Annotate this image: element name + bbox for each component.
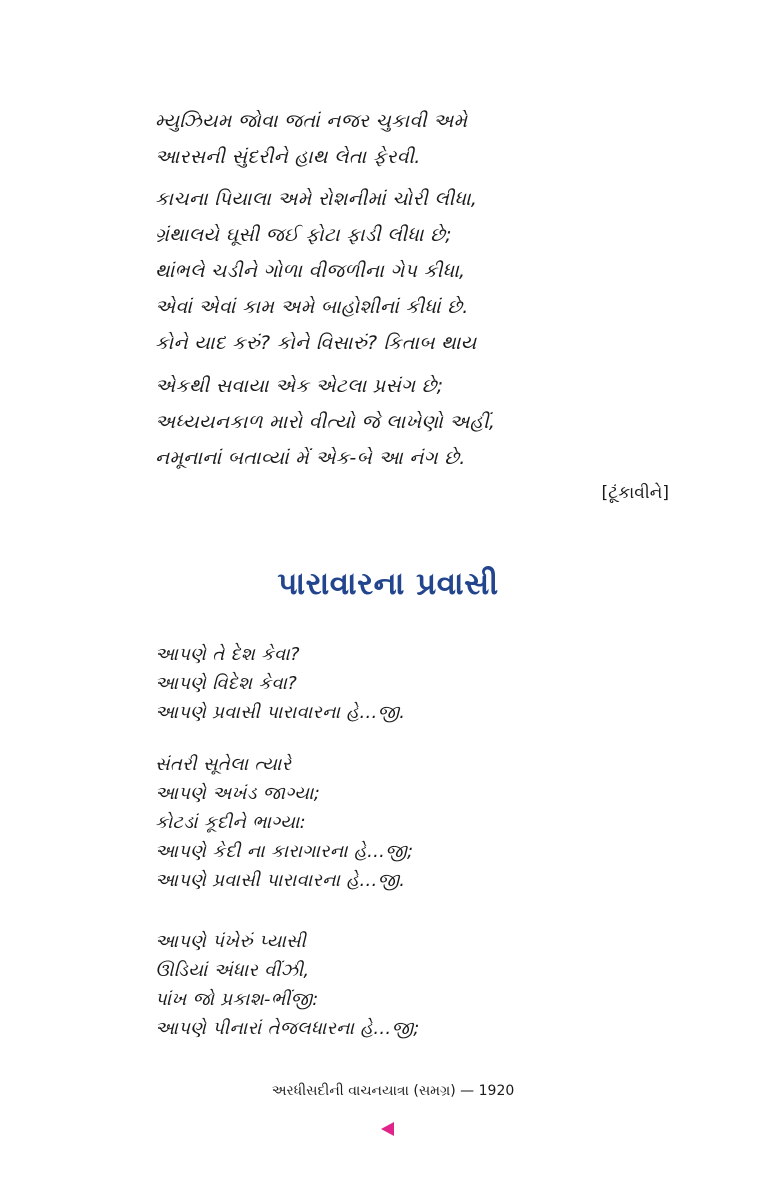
poem-line: આપણે પ્રવાસી પારાવારના હે…જી. [155, 702, 406, 723]
previous-page-arrow-icon[interactable] [381, 1122, 394, 1136]
poem-line: એવાં એવાં કામ અમે બાહોશીનાં કીધાં છે. [155, 296, 469, 318]
page-footer: અરધીસદીની વાચનયાત્રા (સમગ્ર) — 1920 [271, 1083, 515, 1099]
poem-line: આપણે પ્રવાસી પારાવારના હે…જી. [155, 870, 406, 891]
poem-line: ગ્રંથાલયે ઘૂસી જઈ ફોટા ફાડી લીધા છે; [155, 224, 452, 246]
poem-line: ઊડિયાં અંધાર વીંઝી, [155, 960, 310, 981]
poem-line: આપણે અખંડ જાગ્યા; [155, 783, 321, 804]
poem-one-stanza-3 [155, 325, 477, 361]
poem-line: પાંખ જો પ્રકાશ-ભીંજી: [155, 989, 319, 1010]
poem-two-stanza-3 [155, 927, 420, 1043]
poem-line: નમૂનાનાં બતાવ્યાં મેં એક-બે આ નંગ છે. [155, 447, 466, 469]
poem-line: કાચના પિયાલા અમે રોશનીમાં ચોરી લીધા, [155, 188, 478, 210]
poem-line: કોને યાદ કરું? કોને વિસારું? કિતાબ થાય [155, 332, 477, 354]
poem-line: થાંભલે ચડીને ગોળા વીજળીના ગેપ કીધા, [155, 260, 466, 282]
poem-two-title: પારાવારના પ્રવાસી [277, 566, 499, 602]
poem-line: અધ્યયનકાળ મારો વીત્યો જે લાખેણો અહીં, [155, 411, 496, 433]
poem-one-stanza-2 [155, 181, 477, 325]
poem-line: આપણે વિદેશ કેવા? [155, 673, 298, 694]
poem-line: મ્યુઝિયમ જોવા જતાં નજર ચુકાવી અમે [155, 110, 468, 132]
poem-two-stanza-2 [155, 750, 413, 895]
poem-line: સંતરી સૂતેલા ત્યારે [155, 754, 292, 775]
poem-line: આરસની સુંદરીને હાથ લેતા ફેરવી. [155, 146, 421, 168]
poem-line: એકથી સવાયા એક એટલા પ્રસંગ છે; [155, 375, 444, 397]
poem-one-stanza-4 [155, 368, 495, 476]
poem-line: આપણે તે દેશ કેવા? [155, 644, 300, 665]
poem-one-stanza-1 [155, 103, 467, 175]
poem-one-signature: [ટૂંકાવીને] [601, 483, 669, 503]
poem-line: કોટડાં કૂદીને ભાગ્યા: [155, 812, 306, 833]
poem-two-stanza-1 [155, 640, 405, 727]
poem-line: આપણે કેદી ના કારાગારના હે…જી; [155, 841, 414, 862]
poem-line: આપણે પીનારાં તેજલધારના હે…જી; [155, 1018, 420, 1039]
poem-line: આપણે પંખેરું પ્યાસી [155, 931, 307, 952]
